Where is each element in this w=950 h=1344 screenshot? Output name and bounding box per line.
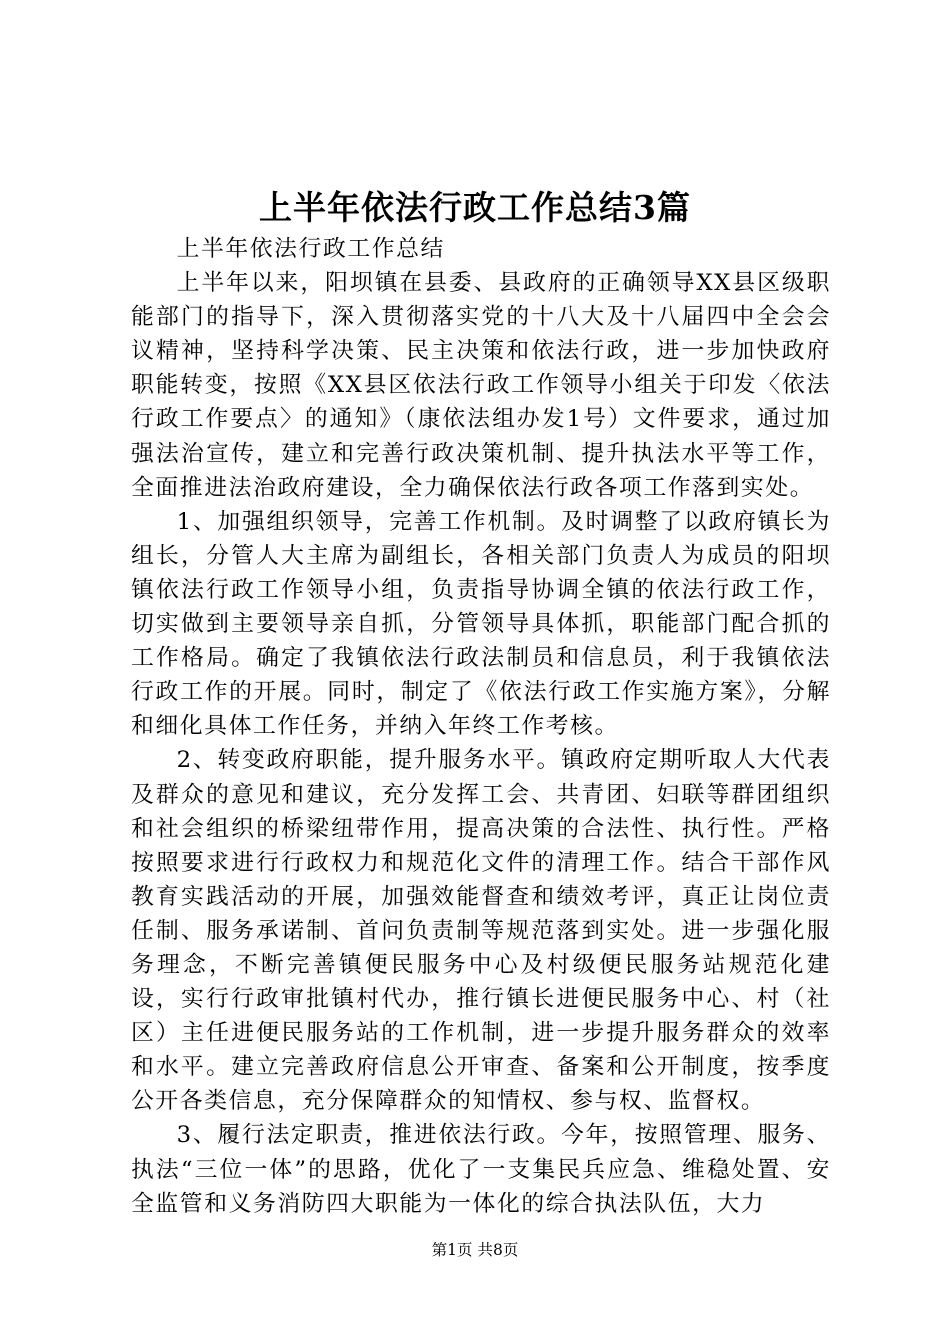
paragraph-item-1: 1、加强组织领导，完善工作机制。及时调整了以政府镇长为组长，分管人大主席为副组长，各相关部门负责人为成员的阳坝镇依法行政工作领导小组，负责指导协调全镇的依法行政工作，切实做到主要领导亲自抓，分管领导具体抓，职能部门配合抓的工作格局。确定了我镇依法行政法制员和信息员，利于我镇依法行政工作的开展。同时，制定了《依法行政工作实施方案》，分解和细化具体工作任务，并纳入年终工作考核。 [131, 508, 831, 740]
section-heading: 上半年依法行政工作总结 [176, 236, 445, 262]
paragraph-item-3: 3、履行法定职责，推进依法行政。今年，按照管理、服务、执法“三位一体”的思路，优化了一支集民兵应急、维稳处置、安全监管和义务消防四大职能为一体化的综合执法队伍，大力 [131, 1122, 831, 1217]
document-body [131, 232, 831, 1221]
paragraph-item-2: 2、转变政府职能，提升服务水平。镇政府定期听取人大代表及群众的意见和建议，充分发挥工会、共青团、妇联等群团组织和社会组织的桥梁纽带作用，提高决策的合法性、执行性。严格按照要求进行行政权力和规范化文件的清理工作。结合干部作风教育实践活动的开展，加强效能督查和绩效考评，真正让岗位责任制、服务承诺制、首问负责制等规范落到实处。进一步强化服务理念，不断完善镇便民服务中心及村级便民服务站规范化建设，实行行政审批镇村代办，推行镇长进便民服务中心、村（社区）主任进便民服务站的工作机制，进一步提升服务群众的效率和水平。建立完善政府信息公开审查、备案和公开制度，按季度公开各类信息，充分保障群众的知情权、参与权、监督权。 [131, 747, 831, 1115]
paragraph-intro: 上半年以来，阳坝镇在县委、县政府的正确领导XX县区级职能部门的指导下，深入贯彻落实党的十八大及十八届四中全会会议精神，坚持科学决策、民主决策和依法行政，进一步加快政府职能转变，按照《XX县区依法行政工作领导小组关于印发〈依法行政工作要点〉的通知》（康依法组办发1号）文件要求，通过加强法治宣传，建立和完善行政决策机制、提升执法水平等工作，全面推进法治政府建设，全力确保依法行政各项工作落到实处。 [131, 270, 831, 501]
document-title: 上半年依法行政工作总结3篇 [259, 188, 691, 227]
page-number: 第1页 共8页 [431, 1241, 519, 1259]
